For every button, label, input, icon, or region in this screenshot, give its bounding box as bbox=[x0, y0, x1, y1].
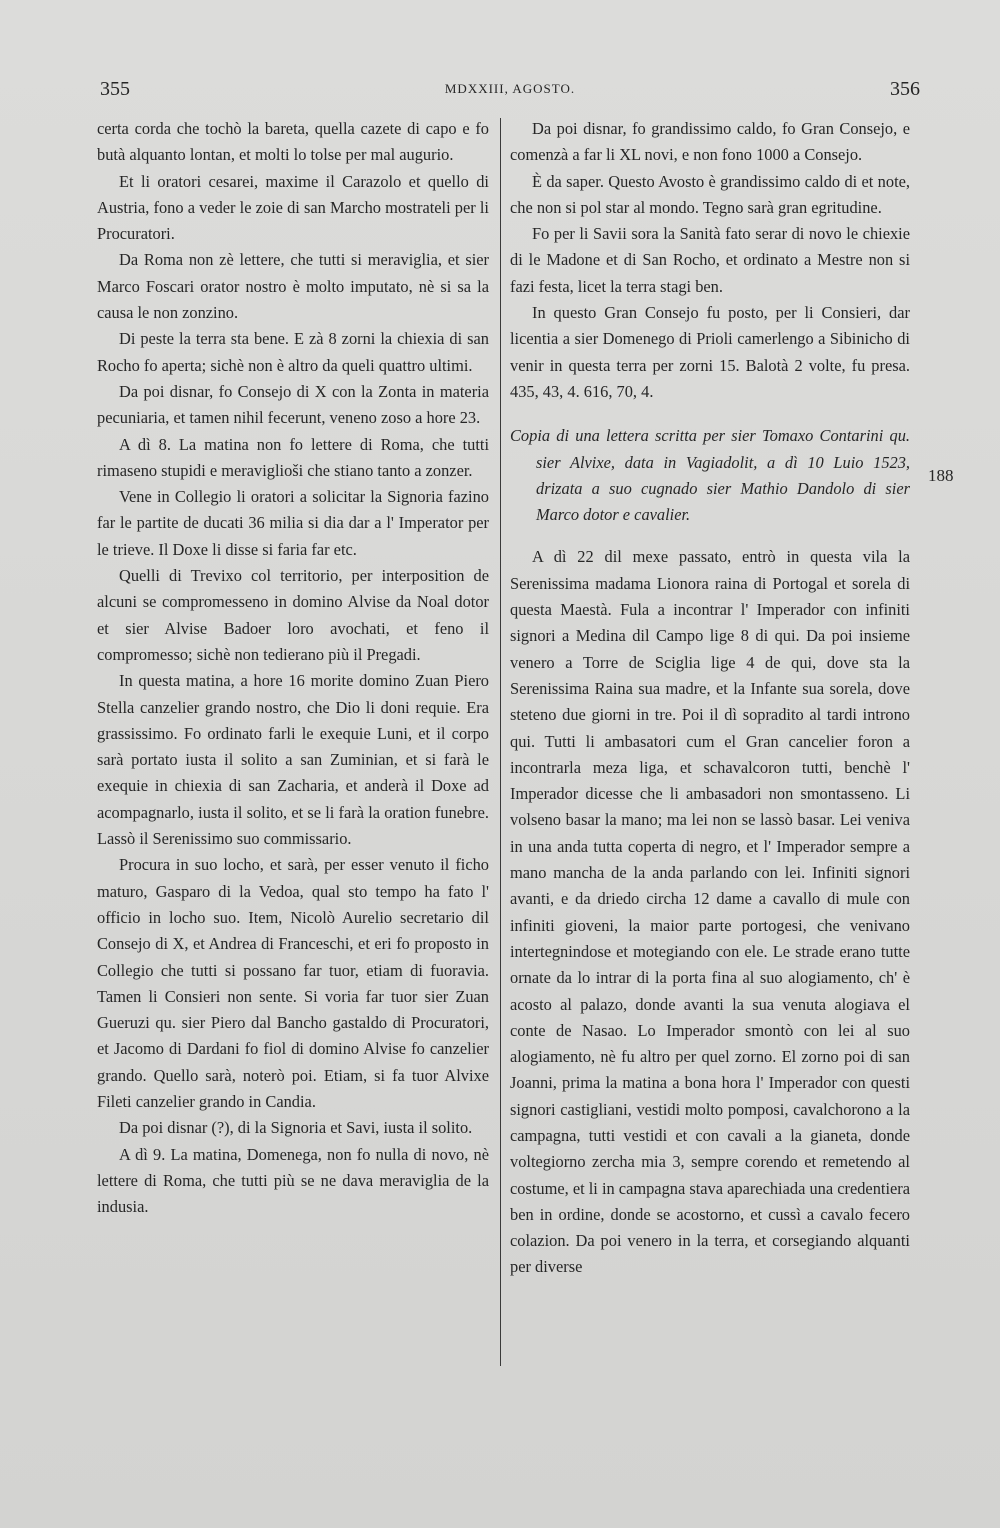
page-header bbox=[100, 78, 920, 104]
paragraph: A dì 9. La matina, Domenega, non fo nulla di novo, nè lettere di Roma, che tutti più se ne dava meraviglia de la indusia. bbox=[97, 1144, 489, 1217]
paragraph: A dì 22 dil mexe passato, entrò in questa vila la Serenissima madama Lionora raina di Portogal et sorela di questa Maestà. Fula a incontrar l' Imperador con infiniti signori a Medina dil Campo lige 8 di qui. Da poi insieme venero a Torre de Sciglia lige 4 de qui, dove sta la Serenissima Raina sua madre, et la Infante sua sorela, dove steteno due giorni in tre. Poi il dì sopradito al tardi introno qui. Tutti li ambasatori cum el Gran cancelier foron a incontrarla meza liga, et schavalcoron tutti, benchè l' Imperador dicesse che li ambasadori non smontasseno. Li volseno basar la mano; ma lei non se lassò basar. Lei veniva in una anda tutta coperta di negro, et l' Imperador sempre a mano mancha de la anda parlando con lei. Infiniti signori avanti, e da driedo circha 12 dame a cavallo di mule con infiniti gioveni, la maior parte portogesi, che venivano intertegnindose et motegiando con ele. Le strade erano tutte ornate da lo intrar di la porta fina al suo alogiamento, ch' è acosto al palazo, donde avanti la sua venuta alogiava el conte de Nasao. Lo Imperador smontò con lei al suo alogiamento, nè fu altro per quel zorno. El zorno poi di san Joanni, prima la matina a bona hora l' Imperador con questi signori castigliani, vestidi molto pomposi, cavalchorono a la campagna, tutti vestidi et con cavali a la gianeta, donde voltegiorno zercha mia 3, sempre corendo et remetendo al costume, et li in campagna stava aparechiada una credentiera ben in ordine, donde se acostorno, et cussì a cavalo fecero colazion. Da poi venero in la terra, et corsegiando alquanti per diverse bbox=[510, 547, 911, 1277]
paragraph: Procura in suo locho, et sarà, per esser venuto il ficho maturo, Gasparo di la Vedoa, qual sto tempo ha fato l' officio in locho suo. Item, Nicolò Aurelio secretario dil Consejo di X, et Andrea di Franceschi, et eri fo proposto in Collegio che tutti si possano far tuor, etiam di fuoravia. Tamen li Consieri non sente. Si voria far tuor sier Zuan Gueruzi qu. sier Piero dal Bancho gastaldo di Procuratori, et Jacomo di Dardani fo fiol di domino Alvise fo canzelier grando. Quello sarà, noterò poi. Etiam, si fa tuor Alvixe Fileti canzelier grando in Candia. bbox=[97, 855, 489, 1111]
paragraph: A dì 8. La matina non fo lettere di Roma, che tutti rimaseno stupidi e meraviglioši che stiano tanto a zonzer. bbox=[97, 434, 489, 480]
paragraph: certa corda che tochò la bareta, quella cazete di capo e fo butà alquanto lontan, et molti lo tolse per mal augurio. bbox=[97, 119, 489, 165]
paragraph: Da poi disnar, fo Consejo di X con la Zonta in materia pecuniaria, et tamen nihil fecerunt, veneno zoso a hore 23. bbox=[97, 381, 489, 428]
margin-folio-number: 188 bbox=[928, 466, 954, 485]
right-column bbox=[510, 116, 910, 1281]
paragraph: Da poi disnar (?), di la Signoria et Savi, iusta il solito. bbox=[119, 1118, 473, 1138]
running-title: MDXXIII, AGOSTO. bbox=[444, 81, 576, 96]
paragraph: Di peste la terra sta bene. E zà 8 zorni la chiexia di san Rocho fo aperta; sichè non è altro da queli quattro ultimi. bbox=[97, 329, 489, 375]
paragraph: Quelli di Trevixo col territorio, per interposition de alcuni se compromesseno in domino Alvise da Noal dotor et sier Alvise Badoer loro avochati, et feno il compromesso; sichè non tedierano più il Pregadi. bbox=[97, 566, 489, 664]
paragraph: Vene in Collegio li oratori a solicitar la Signoria fazino far le partite de ducati 36 milia si dia dar a l' Imperator per le trieve. Il Doxe li disse si faria far etc. bbox=[97, 487, 489, 559]
left-column bbox=[97, 116, 489, 1220]
paragraph: Da Roma non zè lettere, che tutti si meraviglia, et sier Marco Foscari orator nostro è molto imputato, nè si sa la causa le non zonzino. bbox=[97, 250, 489, 323]
letter-heading-text: Copia di una lettera scritta per sier Tomaxo Contarini qu. sier Alvixe, data in Vagiadolit, a dì 10 Luio 1523, drizata a suo cugnado sier Mathio Dandolo di sier Marco dotor e cavalier. bbox=[510, 426, 910, 525]
paragraph: Da poi disnar, fo grandissimo caldo, fo Gran Consejo, e comenzà a far li XL novi, e non fono 1000 a Consejo. bbox=[510, 119, 910, 165]
paragraph: Fo per li Savii sora la Sanità fato serar di novo le chiexie di le Madone et di San Rocho, et ordinato a Mestre non si fazi festa, licet la terra stagi ben. bbox=[510, 224, 910, 296]
letter-heading bbox=[510, 423, 910, 528]
page-number-right: 356 bbox=[890, 78, 920, 100]
paragraph: Et li oratori cesarei, maxime il Carazolo et quello di Austria, fono a veder le zoie di san Marcho mostrateli per li Procuratori. bbox=[97, 171, 489, 244]
paragraph: È da saper. Questo Avosto è grandissimo caldo di et note, che non si pol star al mondo. Tegno sarà gran egritudine. bbox=[510, 171, 910, 217]
paragraph: In questa matina, a hore 16 morite domino Zuan Piero Stella canzelier grando nostro, che Dio li doni requie. Era grassissimo. Fo ordinato farli le exequie Luni, et il corpo sarà portato iusta il solito a san Zuminian, et si farà le exequie in chiexia di san Zacharia, et anderà il Doxe ad acompagnarlo, iusta il solito, et se li farà la oration funebre. Lassò il Serenissimo suo commissario. bbox=[97, 671, 489, 849]
column-divider bbox=[500, 118, 501, 1366]
page-number-left: 355 bbox=[100, 78, 130, 100]
paragraph: In questo Gran Consejo fu posto, per li Consieri, dar licentia a sier Domenego di Prioli camerlengo a Sibinicho di venir in questa terra per zorni 15. Balotà 2 volte, fu presa. 435, 43, 4. 616, 70, 4. bbox=[510, 303, 910, 401]
